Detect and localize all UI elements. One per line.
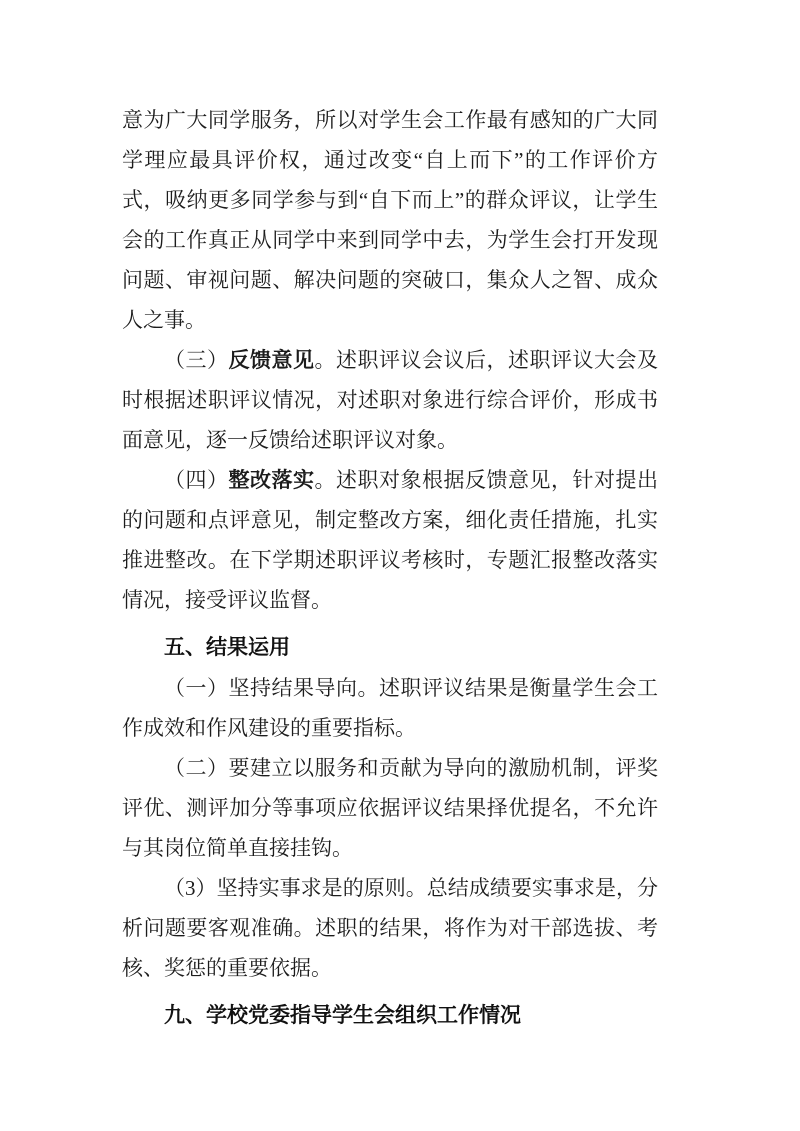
heading-section-9-party-committee-guidance: 九、学校党委指导学生会组织工作情况 (164, 1004, 521, 1027)
text-run: （三） (164, 348, 229, 372)
paragraph-item-4-rectification (122, 460, 658, 620)
text-run-bold: 反馈意见 (228, 348, 315, 372)
text-run: 。述职对象根据反馈意见，针对提出的问题和点评意见，制定整改方案，细化责任措施，扎实推进整改。在下学期述职评议考核时，专题汇报整改落实情况，接受评议监督。 (122, 468, 658, 612)
document-body (122, 100, 658, 1036)
heading-section-5-results-usage: 五、结果运用 (164, 636, 290, 659)
text-run-bold: 整改落实 (228, 468, 315, 492)
text-run: 。述职评议会议后，述职评议大会及时根据述职评议情况，对述职对象进行综合评价，形成书面意见，逐一反馈给述职评议对象。 (122, 348, 658, 452)
text-run: （3）坚持实事求是的原则。总结成绩要实事求是，分析问题要客观准确。述职的结果，将作为对干部选拔、考核、奖惩的重要依据。 (122, 876, 658, 980)
paragraph-results-2 (122, 748, 658, 868)
text-run: （二）要建立以服务和贡献为导向的激励机制，评奖评优、测评加分等事项应依据评议结果择优提名，不允许与其岗位简单直接挂钩。 (122, 756, 658, 860)
text-run: （一）坚持结果导向。述职评议结果是衡量学生会工作成效和作风建设的重要指标。 (122, 676, 658, 740)
paragraph-item-3-feedback (122, 340, 658, 460)
paragraph-continuation (122, 100, 658, 340)
text-run: 意为广大同学服务，所以对学生会工作最有感知的广大同学理应最具评价权，通过改变“自上而下”的工作评价方式，吸纳更多同学参与到“自下而上”的群众评议，让学生会的工作真正从同学中来到同学中去，为学生会打开发现问题、审视问题、解决问题的突破口，集众人之智、成众人之事。 (122, 108, 658, 332)
paragraph-results-1 (122, 668, 658, 748)
paragraph-results-3 (122, 868, 658, 988)
text-run: （四） (164, 468, 229, 492)
